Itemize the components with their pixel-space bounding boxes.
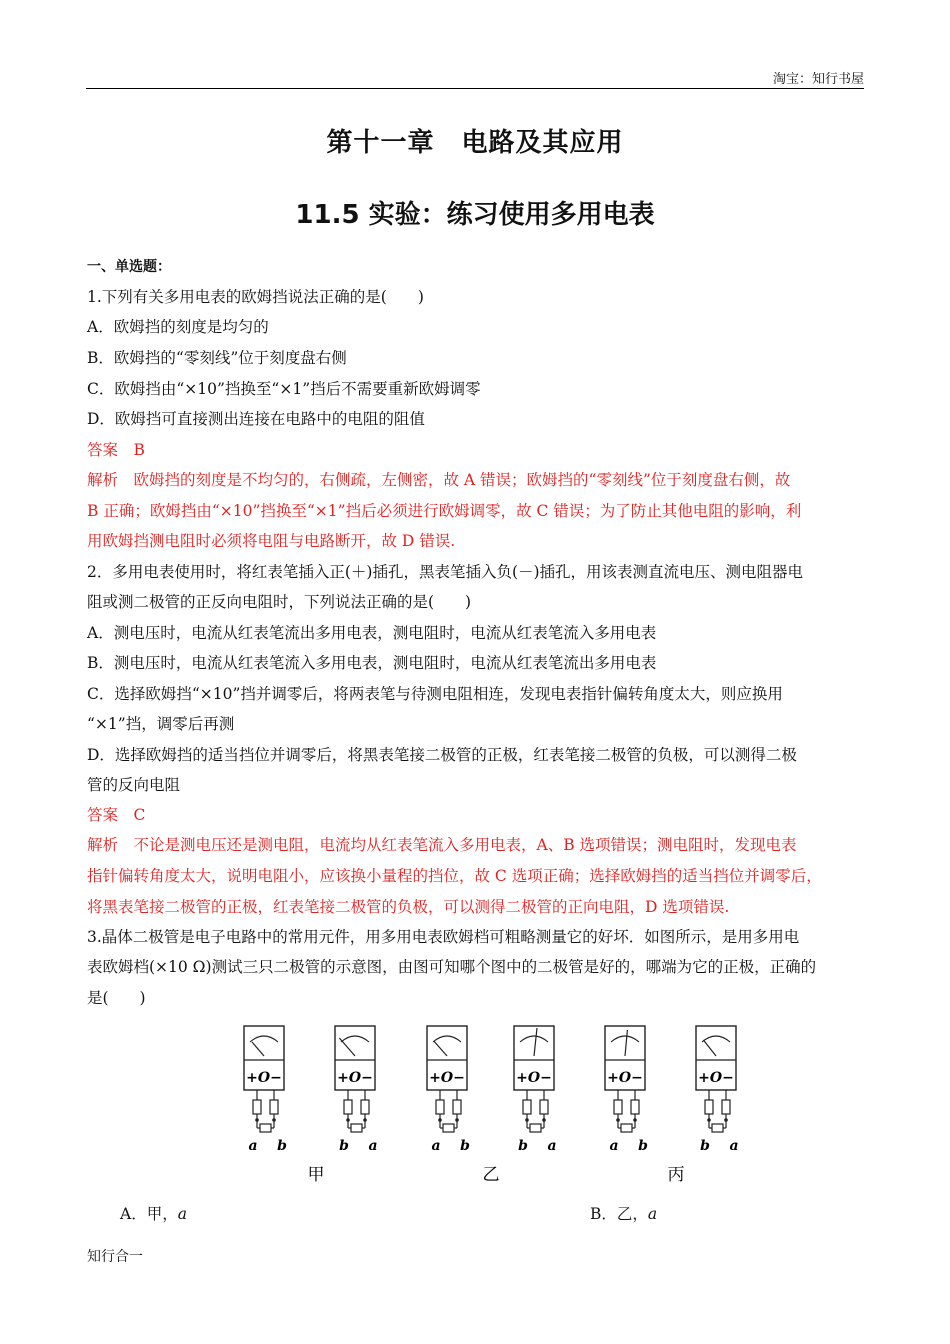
q2-analysis-line: 将黑表笔接二极管的正极，红表笔接二极管的负极，可以测得二极管的正向电阻，D 选项错误. [87,898,730,916]
q1-option-d: D．欧姆挡可直接测出连接在电路中的电阻的阻值 [87,410,425,428]
diode [712,1124,723,1132]
probe [722,1100,730,1114]
junction-dot [346,1118,350,1122]
q3-option-a [120,1204,187,1224]
diode-end-label: b [700,1138,710,1154]
q3-option-b [590,1204,657,1224]
q3-option-a-var: a [177,1205,187,1223]
q2-answer: 答案 C [87,806,146,824]
q2-stem: 2．多用电表使用时，将红表笔插入正(＋)插孔，黑表笔插入负(－)插孔，用该表测直流电压、测电阻器电 [87,563,804,581]
diode-end-label: b [339,1138,349,1154]
probe [270,1100,278,1114]
q3-option-a-text: A．甲， [120,1205,178,1223]
probe [436,1100,444,1114]
junction-dot [616,1118,620,1122]
probe [453,1100,461,1114]
q2-option-c: C．选择欧姆挡“×10”挡并调零后，将两表笔与待测电阻相连，发现电表指针偏转角度太大，则应换用 [87,685,783,703]
q1-stem: 1.下列有关多用电表的欧姆挡说法正确的是( ) [87,288,424,306]
header-source: 淘宝：知行书屋 [772,72,864,87]
meter-terminals: +O− [516,1070,552,1086]
q2-option-d: 管的反向电阻 [87,776,181,794]
probe [705,1100,713,1114]
group-label: 乙 [482,1165,500,1185]
diode [530,1124,541,1132]
meter-scale [341,1036,369,1042]
junction-dot [707,1118,711,1122]
page-footer: 知行合一 [87,1249,143,1265]
q3-stem: 表欧姆档(×10 Ω)测试三只二极管的示意图，由图可知哪个图中的二极管是好的，哪端为它的正极，正确的 [87,958,817,976]
q2-stem: 阻或测二极管的正反向电阻时，下列说法正确的是( ) [87,593,472,611]
probe [614,1100,622,1114]
section-heading: 一、单选题： [87,259,171,275]
q3-option-b-var: a [647,1205,658,1223]
junction-dot [455,1118,459,1122]
q1-option-b: B．欧姆挡的“零刻线”位于刻度盘右侧 [87,349,347,367]
diode-end-label: a [368,1138,378,1154]
meter-scale [433,1036,461,1042]
junction-dot [438,1118,442,1122]
diode [443,1124,454,1132]
junction-dot [542,1118,546,1122]
junction-dot [525,1118,529,1122]
probe [540,1100,548,1114]
group-label: 丙 [667,1165,685,1185]
group-label: 甲 [307,1165,325,1185]
meter-scale [250,1036,278,1042]
probe [361,1100,369,1114]
junction-dot [633,1118,637,1122]
q2-option-a: A．测电压时，电流从红表笔流出多用电表，测电阻时，电流从红表笔流入多用电表 [87,624,657,642]
meter-pointer [625,1030,627,1056]
meter-scale [702,1036,730,1042]
diode [621,1124,632,1132]
probe [523,1100,531,1114]
diode-test-diagram [238,1020,748,1190]
meter-terminals: +O− [607,1070,643,1086]
q1-analysis-line: B 正确；欧姆挡由“×10”挡换至“×1”挡后必须进行欧姆调零，故 C 错误；为了防止其他电阻的影响，利 [87,502,802,520]
lesson-title: 11.5 实验：练习使用多用电表 [295,200,655,230]
diode-end-label: a [609,1138,619,1154]
meter-terminals: +O− [246,1070,282,1086]
meter-pointer [339,1038,355,1056]
meter-pointer [434,1041,447,1056]
meter-scale [520,1036,548,1042]
q1-analysis-line: 用欧姆挡测电阻时必须将电阻与电路断开，故 D 错误. [87,532,456,550]
meter-terminals: +O− [698,1070,734,1086]
diode-end-label: b [638,1138,648,1154]
diode-end-label: b [518,1138,528,1154]
meter-scale [611,1036,639,1042]
junction-dot [255,1118,259,1122]
diode-end-label: a [547,1138,557,1154]
q2-option-c: “×1”挡，调零后再测 [87,715,235,733]
meter-pointer [534,1028,537,1056]
diode [260,1124,271,1132]
q1-option-c: C．欧姆挡由“×10”挡换至“×1”挡后不需要重新欧姆调零 [87,380,481,398]
diode-end-label: a [431,1138,441,1154]
q2-analysis-line: 指针偏转角度太大，说明电阻小，应该换小量程的挡位，故 C 选项正确；选择欧姆挡的适当挡位并调零后， [87,867,822,885]
chapter-title: 第十一章 电路及其应用 [326,128,624,158]
meter-pointer [703,1040,716,1056]
diode-end-label: b [460,1138,470,1154]
junction-dot [272,1118,276,1122]
q3-option-b-text: B．乙， [590,1205,648,1223]
probe [631,1100,639,1114]
diode [351,1124,362,1132]
q2-option-b: B．测电压时，电流从红表笔流入多用电表，测电阻时，电流从红表笔流出多用电表 [87,654,657,672]
page-header [86,66,864,89]
meter-pointer [252,1042,264,1056]
q3-stem: 是( ) [87,989,146,1007]
q3-stem: 3.晶体二极管是电子电路中的常用元件，用多用电表欧姆档可粗略测量它的好坏．如图所示，是用多用电 [87,928,800,946]
diode-end-label: a [729,1138,739,1154]
probe [253,1100,261,1114]
meter-terminals: +O− [429,1070,465,1086]
meter-terminals: +O− [337,1070,373,1086]
junction-dot [363,1118,367,1122]
q1-answer: 答案 B [87,441,145,459]
probe [344,1100,352,1114]
diode-end-label: b [277,1138,287,1154]
q1-option-a: A．欧姆挡的刻度是均匀的 [87,318,269,336]
q2-option-d: D．选择欧姆挡的适当挡位并调零后，将黑表笔接二极管的正极，红表笔接二极管的负极，可以测得二极 [87,746,797,764]
q1-analysis-line: 解析 欧姆挡的刻度是不均匀的，右侧疏，左侧密，故 A 错误；欧姆挡的“零刻线”位于刻度盘右侧，故 [87,471,791,489]
junction-dot [724,1118,728,1122]
q2-analysis-line: 解析 不论是测电压还是测电阻，电流均从红表笔流入多用电表，A、B 选项错误；测电阻时，发现电表 [87,836,797,854]
diode-end-label: a [248,1138,258,1154]
